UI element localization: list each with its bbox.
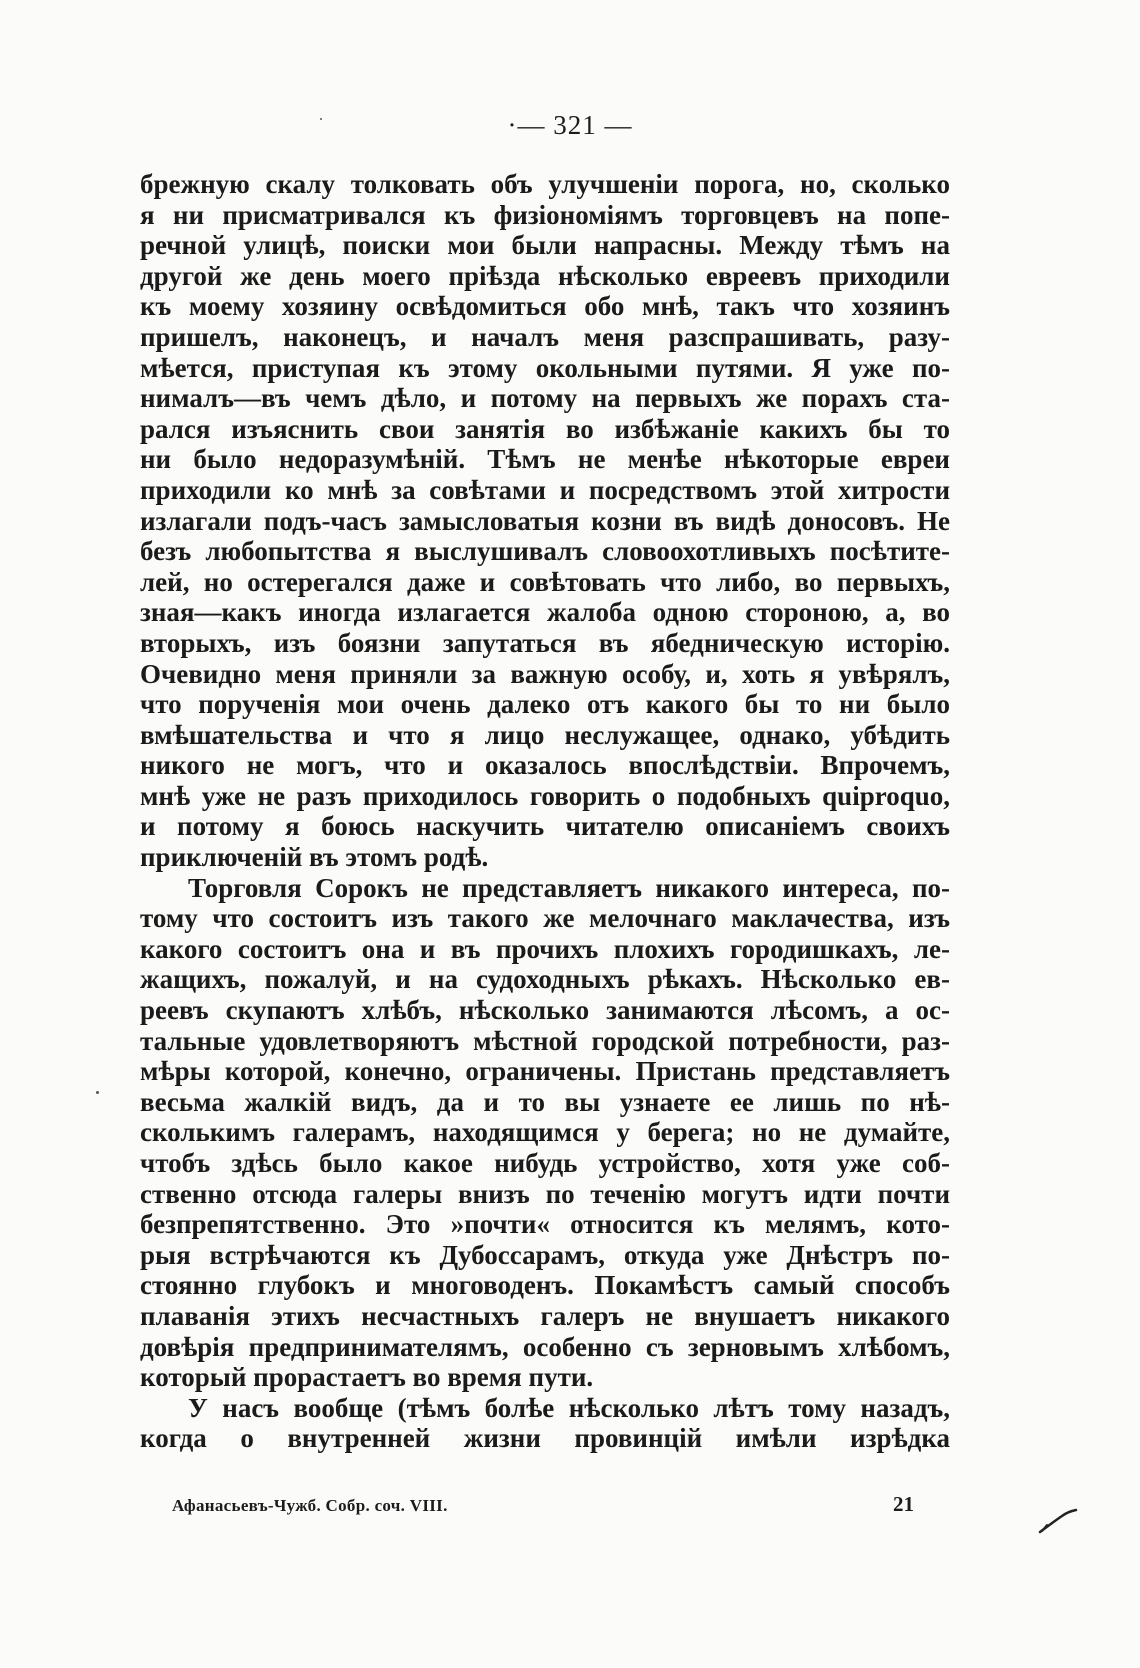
text-line: стоянно глубокъ и многоводенъ. Покамѣстъ самый способъ xyxy=(140,1270,950,1301)
text-line: мѣется, приступая къ этому окольными путями. Я уже по- xyxy=(140,352,950,383)
text-line: довѣрія предпринимателямъ, особенно съ зерновымъ хлѣбомъ, xyxy=(140,1331,950,1362)
text-line: рался изъяснить свои занятія во избѣжаніе какихъ бы то xyxy=(140,413,950,444)
text-line: Очевидно меня приняли за важную особу, и, хоть я увѣрялъ, xyxy=(140,658,950,689)
text-line: лей, но остерегался даже и совѣтовать что либо, во первыхъ, xyxy=(140,566,950,597)
text-line: безъ любопытства я выслушивалъ словоохотливыхъ посѣтите- xyxy=(140,536,950,567)
page-number: ·— 321 — xyxy=(507,110,633,140)
page-footer xyxy=(0,1492,1140,1522)
text-line: приключеній въ этомъ родѣ. xyxy=(140,842,489,873)
text-line: вмѣшательства и что я лицо неслужащее, однако, убѣдить xyxy=(140,719,950,750)
text-line: зная—какъ иногда излагается жалоба одною стороною, а, во xyxy=(140,597,950,628)
text-line: безпрепятственно. Это »почти« относится къ мелямъ, кото- xyxy=(140,1209,950,1240)
text-line: сколькимъ галерамъ, находящимся у берега; но не думайте, xyxy=(140,1117,950,1148)
text-line: который прорастаетъ во время пути. xyxy=(140,1362,594,1393)
ink-speck xyxy=(320,118,322,120)
text-line: У насъ вообще (тѣмъ болѣе нѣсколько лѣтъ тому назадъ, xyxy=(188,1392,950,1423)
text-line: реевъ скупаютъ хлѣбъ, нѣсколько занимаются лѣсомъ, а ос- xyxy=(140,995,950,1026)
text-line: что порученія мои очень далеко отъ какого бы то ни было xyxy=(140,689,950,720)
text-line: ни было недоразумѣній. Тѣмъ не менѣе нѣкоторые евреи xyxy=(140,444,950,475)
text-line: вторыхъ, изъ боязни запутаться въ ябедническую исторію. xyxy=(140,627,950,658)
text-line: ственно отсюда галеры внизъ по теченію могутъ идти почти xyxy=(140,1178,950,1209)
text-line: никого не могъ, что и оказалось впослѣдствіи. Впрочемъ, xyxy=(140,750,950,781)
text-line: я ни присматривался къ физіономіямъ торговцевъ на попе- xyxy=(140,199,950,230)
text-line: нималъ—въ чемъ дѣло, и потому на первыхъ же порахъ ста- xyxy=(140,383,950,414)
text-line: излагали подъ-часъ замысловатыя козни въ видѣ доносовъ. Не xyxy=(140,505,950,536)
text-line: тальные удовлетворяютъ мѣстной городской потребности, раз- xyxy=(140,1025,950,1056)
sheet-number: 21 xyxy=(893,1492,914,1516)
text-line: какого состоитъ она и въ прочихъ плохихъ городишкахъ, ле- xyxy=(140,933,950,964)
text-line: и потому я боюсь наскучить читателю описаніемъ своихъ xyxy=(140,811,950,842)
text-line: пришелъ, наконецъ, и началъ меня разспрашивать, разу- xyxy=(140,321,950,352)
text-line: мѣры которой, конечно, ограничены. Пристань представляетъ xyxy=(140,1056,950,1087)
text-line: Торговля Сорокъ не представляетъ никакого интереса, по- xyxy=(188,872,950,903)
pen-mark-icon xyxy=(1038,1508,1078,1534)
ink-speck xyxy=(96,1091,99,1094)
text-line: рыя встрѣчаются къ Дубоссарамъ, откуда уже Днѣстръ по- xyxy=(140,1239,950,1270)
text-line: весьма жалкій видъ, да и то вы узнаете ее лишь по нѣ- xyxy=(140,1086,950,1117)
text-line: къ моему хозяину освѣдомиться обо мнѣ, такъ что хозяинъ xyxy=(140,291,950,322)
text-line: мнѣ уже не разъ приходилось говорить о подобныхъ quiproquo, xyxy=(140,780,950,811)
printer-signature: Афанасьевъ-Чужб. Собр. соч. VIII. xyxy=(172,1496,448,1515)
text-line: приходили ко мнѣ за совѣтами и посредствомъ этой хитрости xyxy=(140,474,950,505)
text-line: когда о внутренней жизни провинцій имѣли изрѣдка xyxy=(140,1423,950,1454)
text-line: другой же день моего пріѣзда нѣсколько евреевъ приходили xyxy=(140,260,950,291)
text-line: плаванія этихъ несчастныхъ галеръ не внушаетъ никакого xyxy=(140,1300,950,1331)
text-line: чтобъ здѣсь было какое нибудь устройство, хотя уже соб- xyxy=(140,1148,950,1178)
text-line: жащихъ, пожалуй, и на судоходныхъ рѣкахъ. Нѣсколько ев- xyxy=(140,964,950,995)
text-line: брежную скалу толковать объ улучшеніи порога, но, сколько xyxy=(140,169,950,199)
body-text xyxy=(140,169,950,1454)
text-line: речной улицѣ, поиски мои были напрасны. Между тѣмъ на xyxy=(140,230,950,261)
text-line: тому что состоитъ изъ такого же мелочнаго маклачества, изъ xyxy=(140,903,950,934)
